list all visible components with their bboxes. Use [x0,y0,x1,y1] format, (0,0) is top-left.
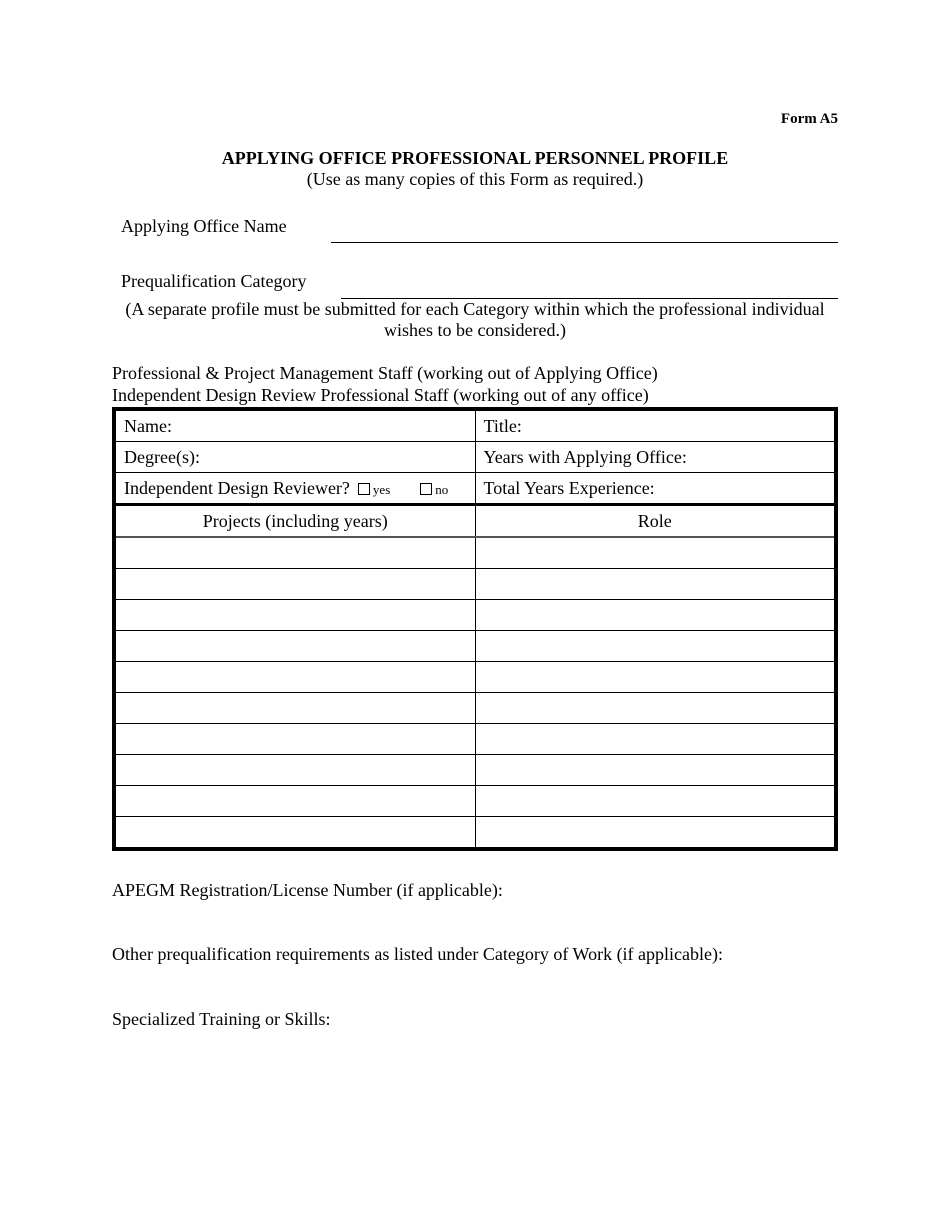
degree-cell[interactable] [114,442,475,473]
project-cell[interactable] [114,569,475,600]
office-name-label: Applying Office Name [121,216,287,236]
table-row [114,786,836,817]
staff-line-independent: Independent Design Review Professional Staff (working out of any office) [112,385,649,405]
form-title: APPLYING OFFICE PROFESSIONAL PERSONNEL PROFILE [221,148,729,168]
project-cell[interactable] [114,600,475,631]
role-cell[interactable] [475,537,836,569]
table-row [114,817,836,850]
years-office-label: Years with Applying Office: [483,446,687,467]
total-years-cell[interactable] [475,473,836,505]
role-cell[interactable] [475,569,836,600]
projects-header: Projects (including years) [114,505,475,538]
table-row [114,724,836,755]
table-row [114,693,836,724]
yes-label: yes [372,481,391,497]
no-checkbox[interactable] [420,483,432,495]
role-cell[interactable] [475,724,836,755]
reviewer-cell [114,473,475,505]
project-cell[interactable] [114,631,475,662]
role-cell[interactable] [475,786,836,817]
role-cell[interactable] [475,662,836,693]
name-cell[interactable] [114,409,475,442]
other-requirements-label: Other prequalification requirements as listed under Category of Work (if applicable): [112,944,724,964]
degree-label: Degree(s): [124,446,200,467]
table-row [114,442,836,473]
form-subtitle: (Use as many copies of this Form as required.) [306,169,644,189]
table-row [114,569,836,600]
role-header: Role [475,505,836,538]
role-cell[interactable] [475,693,836,724]
personnel-table [112,407,838,851]
role-cell[interactable] [475,755,836,786]
yes-checkbox[interactable] [358,483,370,495]
table-row [114,631,836,662]
project-cell[interactable] [114,724,475,755]
staff-line-professional: Professional & Project Management Staff (working out of Applying Office) [112,363,658,383]
table-row [114,600,836,631]
apegm-label: APEGM Registration/License Number (if applicable): [112,880,503,900]
project-cell[interactable] [114,817,475,850]
category-label: Prequalification Category [121,271,307,291]
project-cell[interactable] [114,693,475,724]
table-row [114,409,836,442]
table-header-row [114,505,836,538]
project-cell[interactable] [114,786,475,817]
table-row [114,537,836,569]
reviewer-label: Independent Design Reviewer? [124,477,350,498]
title-label: Title: [483,415,522,436]
name-label: Name: [124,415,172,436]
table-row [114,755,836,786]
project-cell[interactable] [114,662,475,693]
table-row [114,662,836,693]
table-row [114,473,836,505]
project-cell[interactable] [114,537,475,569]
role-cell[interactable] [475,600,836,631]
total-years-label: Total Years Experience: [483,477,655,498]
training-label: Specialized Training or Skills: [112,1009,331,1029]
title-cell[interactable] [475,409,836,442]
office-name-field[interactable] [331,242,838,243]
no-label: no [435,481,449,497]
role-cell[interactable] [475,817,836,850]
project-cell[interactable] [114,755,475,786]
category-note: (A separate profile must be submitted for each Category within which the professional individual wishes to be considered.) [125,299,825,340]
years-office-cell[interactable] [475,442,836,473]
form-id: Form A5 [780,111,838,127]
role-cell[interactable] [475,631,836,662]
